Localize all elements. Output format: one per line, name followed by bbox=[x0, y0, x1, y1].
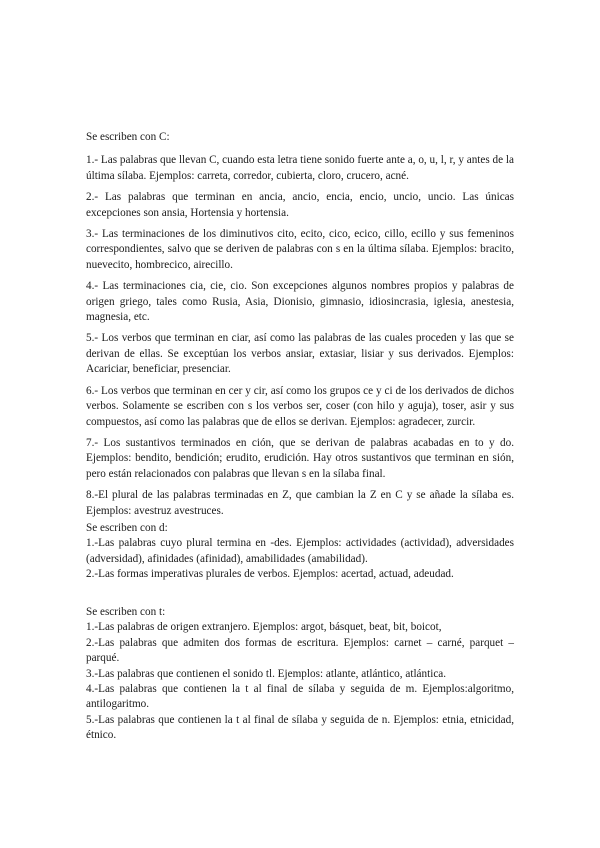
section-c-item-8: 8.-El plural de las palabras terminadas en Z, que cambian la Z en C y se añade la sílaba es. Ejemplos: avestruz avestruces. bbox=[86, 489, 514, 517]
section-d bbox=[86, 521, 514, 583]
section-t-item-3: 3.-Las palabras que contienen el sonido tl. Ejemplos: atlante, atlántico, atlántica. bbox=[86, 667, 447, 680]
section-c-item-3: 3.- Las terminaciones de los diminutivos cito, ecito, cico, ecico, cillo, ecillo y sus femeninos correspondientes, salvo que se deriven de palabras con s en la última sílaba. Ejemplos: bracito, nuevecito, hombrecico, airecillo. bbox=[86, 228, 514, 271]
section-c-item-1: 1.- Las palabras que llevan C, cuando esta letra tiene sonido fuerte ante a, o, u, l, r, y antes de la última sílaba. Ejemplos: carreta, corredor, cubierta, cloro, crucero, acné. bbox=[86, 154, 514, 182]
section-c-item-6: 6.- Los verbos que terminan en cer y cir, así como los grupos ce y ci de los derivados de dichos verbos. Solamente se escriben con s los verbos ser, coser (con hilo y aguja), toser, asir y sus compuestos, así como las palabras que de ellos se derivan. Ejemplos: agradecer, zurcir. bbox=[86, 384, 514, 428]
section-c-item-4: 4.- Las terminaciones cia, cie, cio. Son excepciones algunos nombres propios y palabras de origen griego, tales como Rusia, Asia, Dionisio, gimnasio, idiosincrasia, iglesia, anestesia, magnesia, etc. bbox=[86, 280, 514, 324]
section-t bbox=[86, 605, 514, 744]
section-t-item-1: 1.-Las palabras de origen extranjero. Ejemplos: argot, básquet, beat, bit, boicot, bbox=[86, 621, 442, 634]
section-t-heading: Se escriben con t: bbox=[86, 606, 166, 618]
section-d-item-1: 1.-Las palabras cuyo plural termina en -des. Ejemplos: actividades (actividad), adversidades (adversidad), afinidades (afinidad), amabilidades (amabilidad). bbox=[86, 537, 514, 565]
section-t-item-4: 4.-Las palabras que contienen la t al final de sílaba y seguida de m. Ejemplos:algoritmo, antilogaritmo. bbox=[86, 683, 514, 711]
section-d-item-2: 2.-Las formas imperativas plurales de verbos. Ejemplos: acertad, actuad, adeudad. bbox=[86, 568, 454, 581]
section-c-item-5: 5.- Los verbos que terminan en ciar, así como las palabras de las cuales proceden y las que se derivan de ellas. Se exceptúan los verbos ansiar, extasiar, lisiar y sus derivados. Ejemplos: Acariciar, beneficiar, presenciar. bbox=[86, 332, 514, 376]
section-c-heading: Se escriben con C: bbox=[86, 131, 170, 143]
section-d-heading: Se escriben con d: bbox=[86, 522, 168, 534]
section-t-item-2: 2.-Las palabras que admiten dos formas de escritura. Ejemplos: carnet – carné, parquet – parqué. bbox=[86, 636, 514, 665]
document-page bbox=[86, 130, 514, 742]
section-t-item-5: 5.-Las palabras que contienen la t al final de sílaba y seguida de n. Ejemplos: etnia, etnicidad, étnico. bbox=[86, 713, 514, 742]
section-c bbox=[86, 130, 514, 519]
section-c-item-2: 2.- Las palabras que terminan en ancia, ancio, encia, encio, uncio, uncio. Las únicas excepciones son ansia, Hortensia y hortensia. bbox=[86, 191, 514, 219]
section-c-item-7: 7.- Los sustantivos terminados en ción, que se derivan de palabras acabadas en to y do. Ejemplos: bendito, bendición; erudito, erudición. Hay otros sustantivos que terminan en sión, pero están relacionados con palabras que llevan s en la sílaba final. bbox=[86, 436, 514, 480]
